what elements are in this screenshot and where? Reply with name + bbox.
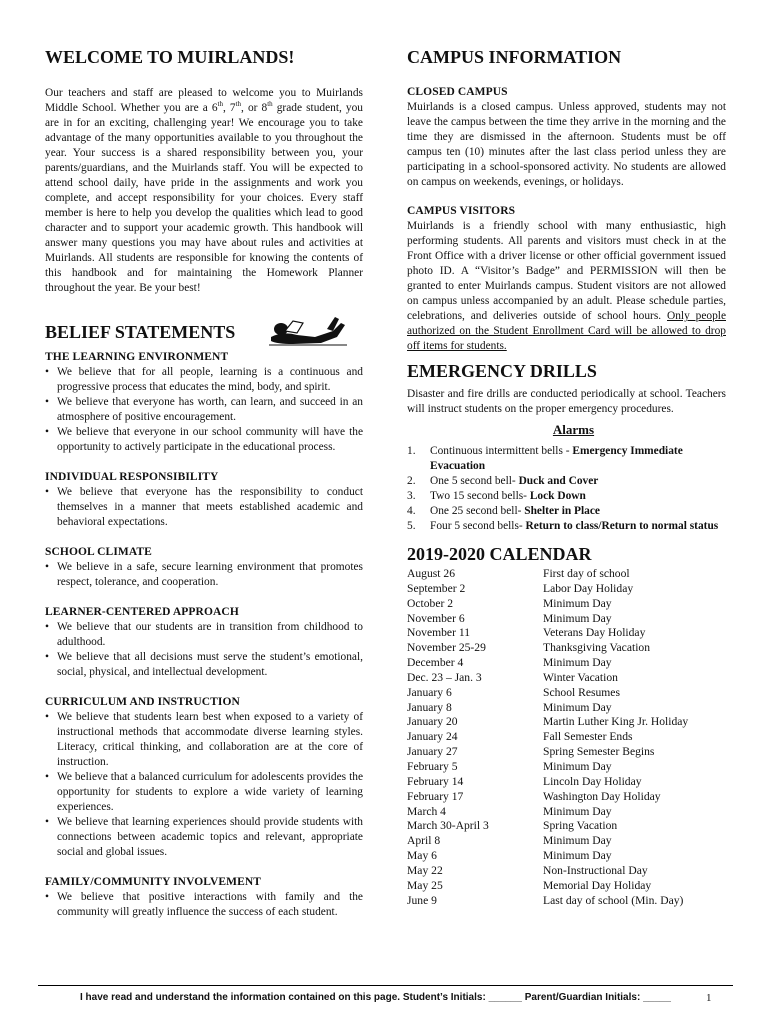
calendar-date: March 4 bbox=[407, 804, 446, 818]
alarm-item: 5. Four 5 second bells- Return to class/Return to normal status bbox=[407, 520, 719, 532]
belief-section-heading: FAMILY/COMMUNITY INVOLVEMENT bbox=[45, 876, 262, 888]
belief-section bbox=[45, 545, 363, 590]
belief-section-heading: LEARNER-CENTERED APPROACH bbox=[45, 606, 239, 618]
belief-section bbox=[45, 605, 363, 680]
reading-student-icon bbox=[263, 311, 353, 347]
calendar-event: Memorial Day Holiday bbox=[543, 878, 652, 892]
welcome-paragraph: Our teachers and staff are pleased to welcome you to Muirlands Middle School. Whether you are a 6th, 7th, or 8th grade student, you are in for an exciting, challenging year! We encourage you to take advantage of the many opportunities available to you throughout the year. Your success is a shared responsibility between you, your parents/guardians, and the Muirlands staff. You will be expected to attend school daily, have pride in the assignments and work you complete, and accept responsibility for your choices. Every staff member is here to help you develop the qualities which lead to good character and to support your academic growth. This handbook will answer many questions you may have about rules and activities at Muirlands. All students are responsible for knowing the contents of this handbook and for maintaining the Homework Planner throughout the year. Be your best! bbox=[45, 87, 363, 294]
calendar-event: Minimum Day bbox=[543, 596, 612, 610]
calendar-table bbox=[407, 567, 726, 908]
calendar-date: November 6 bbox=[407, 611, 465, 625]
calendar-event: Minimum Day bbox=[543, 759, 612, 773]
calendar-event: Washington Day Holiday bbox=[543, 789, 661, 803]
belief-section-heading: INDIVIDUAL RESPONSIBILITY bbox=[45, 471, 219, 483]
campus-title: CAMPUS INFORMATION bbox=[407, 47, 622, 67]
belief-item: • We believe that positive interactions with family and the community will greatly influence the success of each student. bbox=[45, 890, 363, 920]
calendar-event: Veterans Day Holiday bbox=[543, 626, 646, 640]
calendar-event: Martin Luther King Jr. Holiday bbox=[543, 715, 689, 729]
campus-visitors-heading: CAMPUS VISITORS bbox=[407, 205, 516, 217]
footer-divider bbox=[38, 985, 733, 986]
calendar-event: Fall Semester Ends bbox=[543, 730, 633, 744]
calendar-event: Spring Vacation bbox=[543, 819, 618, 833]
calendar-event: Minimum Day bbox=[543, 611, 612, 625]
calendar-date: June 9 bbox=[407, 893, 437, 907]
calendar-date: April 8 bbox=[407, 834, 441, 848]
calendar-event: School Resumes bbox=[543, 685, 620, 699]
belief-section bbox=[45, 350, 363, 455]
calendar-date: November 25-29 bbox=[407, 641, 486, 655]
belief-item: • We believe that all decisions must serve the student’s emotional, social, physical, and intellectual development. bbox=[45, 650, 363, 680]
belief-item: • We believe that everyone has the responsibility to conduct themselves in a manner that meets established academic and behavioral expectations. bbox=[45, 485, 363, 530]
calendar-date: February 17 bbox=[407, 789, 464, 803]
calendar-event: Labor Day Holiday bbox=[543, 581, 634, 595]
belief-item: • We believe that for all people, learning is a continuous and progressive process that educates the mind, body, and spirit. bbox=[45, 365, 363, 395]
emergency-text: Disaster and fire drills are conducted periodically at school. Teachers will instruct students on the proper emergency procedures. bbox=[407, 388, 726, 415]
calendar-date: February 14 bbox=[407, 774, 464, 788]
emergency-title: EMERGENCY DRILLS bbox=[407, 361, 597, 381]
belief-section bbox=[45, 875, 363, 920]
alarm-item: 1. Continuous intermittent bells - Emergency Immediate Evacuation bbox=[407, 445, 683, 472]
alarms-list bbox=[407, 444, 726, 534]
belief-section-heading: CURRICULUM AND INSTRUCTION bbox=[45, 696, 240, 708]
calendar-event: Minimum Day bbox=[543, 804, 612, 818]
authorized-pickup-note: Only people authorized on the Student Enrollment Card will be allowed to drop off items for students. bbox=[407, 310, 726, 352]
belief-item: • We believe that everyone has worth, can learn, and succeed in an atmosphere of positive encouragement. bbox=[45, 395, 363, 425]
calendar-date: January 20 bbox=[407, 715, 458, 729]
belief-item: • We believe that a balanced curriculum for adolescents provides the opportunity for students to explore a wide variety of learning experiences. bbox=[45, 770, 363, 815]
calendar-title: 2019-2020 CALENDAR bbox=[407, 544, 592, 564]
alarm-item: 2. One 5 second bell- Duck and Cover bbox=[407, 475, 599, 487]
page-number: 1 bbox=[706, 992, 712, 1004]
calendar-date: December 4 bbox=[407, 656, 464, 670]
right-column bbox=[407, 40, 726, 908]
acknowledgement-footer: I have read and understand the information contained on this page. Student’s Initials: ______ Parent/Guardian Initials: _____ bbox=[80, 992, 671, 1003]
calendar-event: Thanksgiving Vacation bbox=[543, 641, 651, 655]
calendar-date: September 2 bbox=[407, 581, 466, 595]
belief-title: BELIEF STATEMENTS bbox=[45, 322, 236, 342]
closed-campus-heading: CLOSED CAMPUS bbox=[407, 86, 508, 98]
alarms-heading: Alarms bbox=[552, 422, 595, 437]
left-column bbox=[45, 40, 363, 920]
alarm-item: 4. One 25 second bell- Shelter in Place bbox=[407, 505, 600, 517]
calendar-date: January 8 bbox=[407, 700, 452, 714]
closed-campus-text: Muirlands is a closed campus. Unless approved, students may not leave the campus between the time they arrive in the morning and the time they are dismissed in the afternoon. Students must be off campus ten (10) minutes after the last class period unless they are participating in a school-sponsored activity. No students are allowed on campus on weekends, evenings, or holidays. bbox=[407, 101, 726, 188]
alarm-item: 3. Two 15 second bells- Lock Down bbox=[407, 490, 586, 502]
calendar-date: January 6 bbox=[407, 685, 452, 699]
belief-item: • We believe that our students are in transition from childhood to adulthood. bbox=[45, 620, 363, 650]
calendar-date: March 30-April 3 bbox=[407, 819, 489, 833]
calendar-date: January 24 bbox=[407, 730, 458, 744]
calendar-date: February 5 bbox=[407, 759, 458, 773]
calendar-event: Non-Instructional Day bbox=[543, 863, 648, 877]
calendar-date: May 25 bbox=[407, 878, 443, 892]
belief-item: • We believe that students learn best when exposed to a variety of instructional methods that accommodate diverse learning styles. Literacy, critical thinking, and collaboration are at the core of instruction. bbox=[45, 710, 363, 770]
calendar-event: Minimum Day bbox=[543, 656, 612, 670]
belief-header bbox=[45, 315, 363, 345]
calendar-event: Minimum Day bbox=[543, 849, 612, 863]
calendar-date: January 27 bbox=[407, 745, 458, 759]
calendar-date: August 26 bbox=[407, 567, 455, 580]
welcome-title: WELCOME TO MUIRLANDS! bbox=[45, 47, 295, 67]
belief-section bbox=[45, 470, 363, 530]
calendar-event: Minimum Day bbox=[543, 834, 612, 848]
calendar-event: First day of school bbox=[543, 567, 630, 580]
belief-sections bbox=[45, 350, 363, 920]
calendar-date: October 2 bbox=[407, 596, 454, 610]
calendar-date: Dec. 23 – Jan. 3 bbox=[407, 670, 482, 684]
belief-section bbox=[45, 695, 363, 860]
calendar-event: Minimum Day bbox=[543, 700, 612, 714]
belief-item: • We believe in a safe, secure learning environment that promotes respect, tolerance, and cooperation. bbox=[45, 560, 363, 590]
calendar-date: May 6 bbox=[407, 849, 437, 863]
belief-section-heading: THE LEARNING ENVIRONMENT bbox=[45, 351, 229, 363]
belief-item: • We believe that everyone in our school community will have the opportunity to actively participate in the educational process. bbox=[45, 425, 363, 455]
calendar-event: Winter Vacation bbox=[543, 670, 618, 684]
calendar-event: Spring Semester Begins bbox=[543, 745, 655, 759]
belief-section-heading: SCHOOL CLIMATE bbox=[45, 546, 152, 558]
calendar-date: May 22 bbox=[407, 863, 443, 877]
belief-item: • We believe that learning experiences should provide students with connections between academic topics and relevant, appropriate social and global issues. bbox=[45, 815, 363, 860]
campus-visitors-text: Muirlands is a friendly school with many enthusiastic, high performing students. All parents and visitors must check in at the Front Office with a driver license or other official government issued photo ID. A “Visitor’s Badge” and PERMISSION will then be granted to enter Muirlands campus. Student visitors are not allowed on campus unless accompanied by an adult. Please schedule parties, celebrations, and deliveries outside of school hours. Only people authorized on the Student Enrollment Card will be allowed to drop off items for students. bbox=[407, 220, 726, 352]
calendar-date: November 11 bbox=[407, 626, 470, 640]
calendar-event: Last day of school (Min. Day) bbox=[543, 893, 684, 907]
calendar-event: Lincoln Day Holiday bbox=[543, 774, 642, 788]
